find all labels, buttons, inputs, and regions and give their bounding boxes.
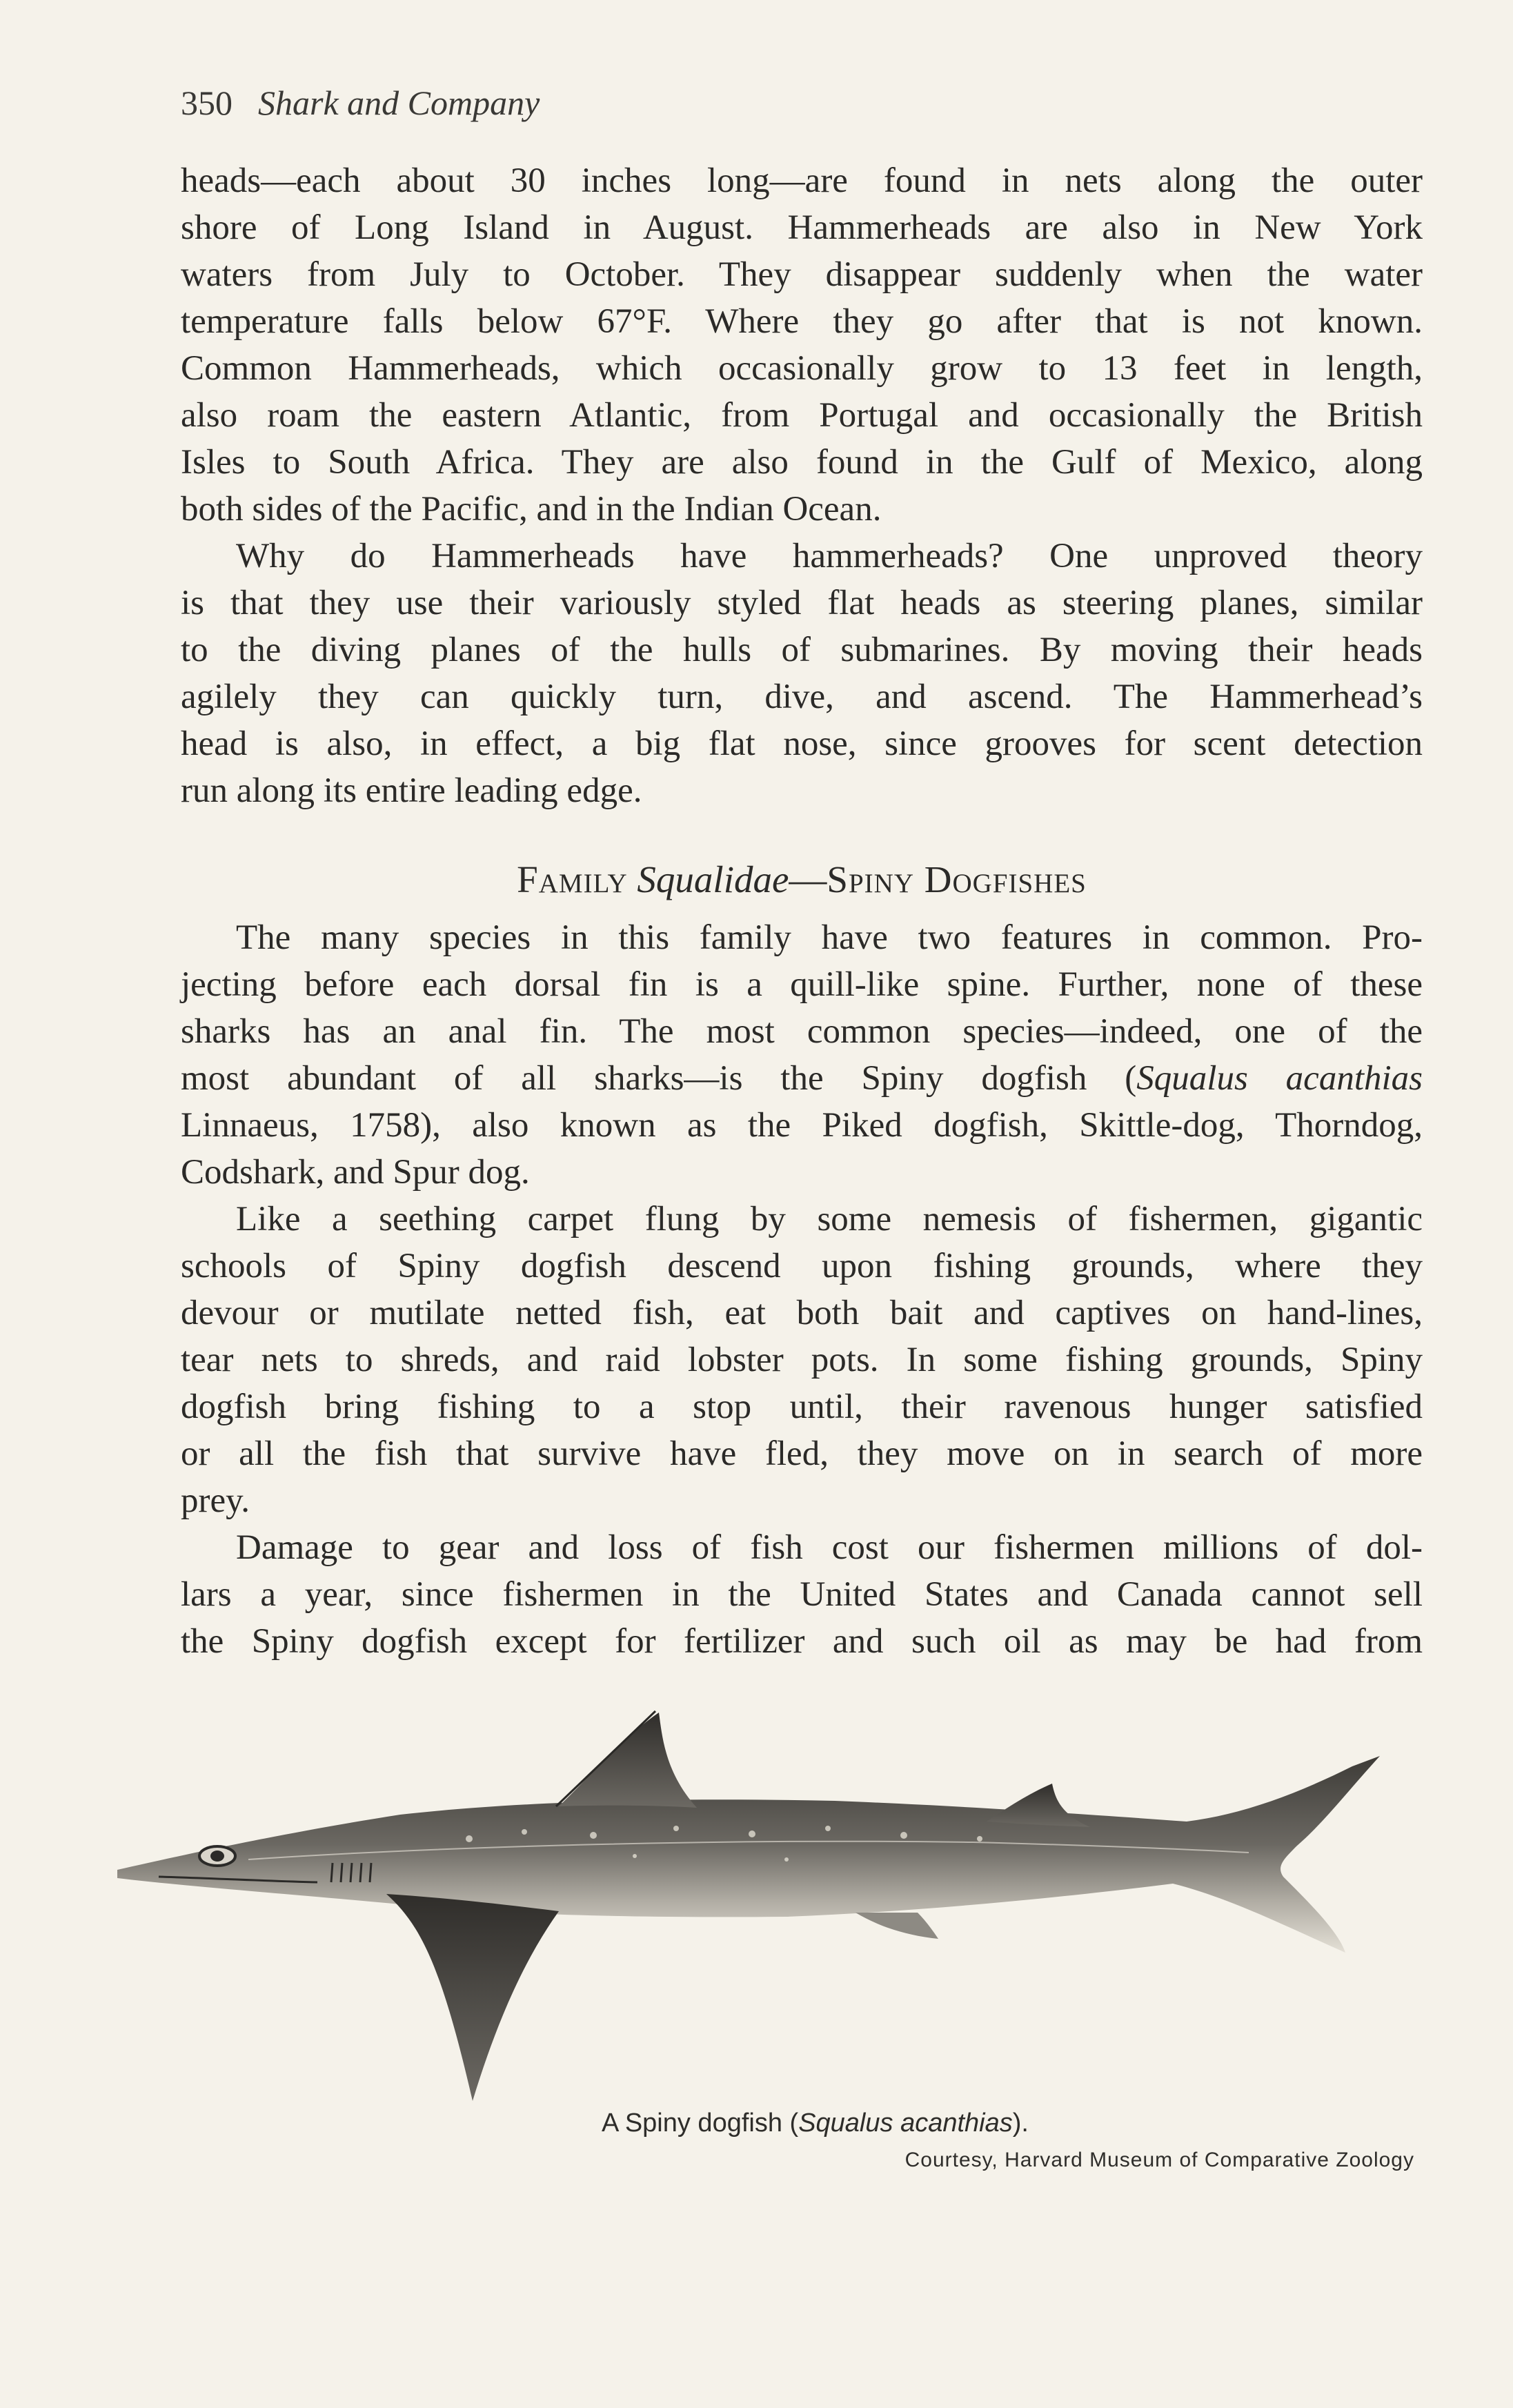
- text-line: Common Hammerheads, which occasionally grow to 13 feet in length,: [181, 349, 1423, 388]
- text-line: the Spiny dogfish except for fertilizer and such oil as may be had from: [181, 1622, 1423, 1661]
- spiny-dogfish-illustration: [110, 1697, 1476, 2111]
- text-line: sharks has an anal fin. The most common species—indeed, one of the: [181, 1012, 1423, 1051]
- caption-suffix: ).: [1012, 2109, 1029, 2138]
- shark-body: [117, 1756, 1380, 1953]
- text-line: Why do Hammerheads have hammerheads? One unproved theory: [236, 537, 1423, 575]
- text-line: also roam the eastern Atlantic, from Portugal and occasionally the British: [181, 396, 1423, 435]
- text-line: prey.: [181, 1481, 250, 1520]
- caption-prefix: A Spiny dogfish (: [602, 2109, 799, 2138]
- text-column-top: [181, 157, 1423, 814]
- heading-common-name: Spiny Dogfishes: [827, 858, 1087, 900]
- text-line: Linnaeus, 1758), also known as the Piked dogfish, Skittle-dog, Thorndog,: [181, 1106, 1423, 1145]
- first-dorsal-fin: [559, 1713, 697, 1808]
- text-line: run along its entire leading edge.: [181, 771, 642, 810]
- running-head: [181, 83, 540, 123]
- species-name: Squalus acanthias: [1136, 1059, 1423, 1098]
- text-line: dogfish bring fishing to a stop until, their ravenous hunger satisfied: [181, 1388, 1423, 1426]
- pelvic-fin: [856, 1913, 938, 1939]
- text-line: Codshark, and Spur dog.: [181, 1153, 530, 1192]
- text-line: The many species in this family have two features in common. Pro-: [236, 918, 1423, 957]
- paragraph-2: [181, 533, 1423, 814]
- text-line: tear nets to shreds, and raid lobster pots. In some fishing grounds, Spiny: [181, 1341, 1423, 1379]
- page-number: 350: [181, 83, 233, 122]
- text-line: devour or mutilate netted fish, eat both bait and captives on hand-lines,: [181, 1294, 1423, 1332]
- book-title: Shark and Company: [258, 83, 540, 122]
- heading-family-word: Family: [517, 858, 628, 900]
- paragraph-4: [181, 1196, 1423, 1524]
- paragraph-3: [181, 914, 1423, 1196]
- pectoral-fin: [386, 1894, 559, 2101]
- text-line: both sides of the Pacific, and in the Indian Ocean.: [181, 490, 882, 529]
- caption-species: Squalus acanthias: [798, 2109, 1013, 2138]
- text-line: schools of Spiny dogfish descend upon fishing grounds, where they: [181, 1247, 1423, 1285]
- text-line: or all the fish that survive have fled, they move on in search of more: [181, 1434, 1423, 1473]
- text-line: temperature falls below 67°F. Where they go after that is not known.: [181, 302, 1423, 341]
- paragraph-5: [181, 1524, 1423, 1665]
- text-line: lars a year, since fishermen in the United States and Canada cannot sell: [181, 1575, 1423, 1614]
- figure-credit: Courtesy, Harvard Museum of Comparative Zoology: [904, 2149, 1414, 2171]
- text-line: is that they use their variously styled flat heads as steering planes, similar: [181, 584, 1423, 622]
- paragraph-1: [181, 157, 1423, 533]
- pupil: [210, 1851, 224, 1862]
- text-line: shore of Long Island in August. Hammerheads are also in New York: [181, 208, 1423, 247]
- text-line: jecting before each dorsal fin is a quill-like spine. Further, none of these: [181, 965, 1423, 1004]
- text-line: heads—each about 30 inches long—are found in nets along the outer: [181, 161, 1423, 200]
- text-line: to the diving planes of the hulls of submarines. By moving their heads: [181, 631, 1423, 669]
- text-line: [181, 1055, 1423, 1102]
- text-line: agilely they can quickly turn, dive, and ascend. The Hammerhead’s: [181, 678, 1423, 716]
- text-column-bottom: [181, 914, 1423, 1665]
- line-text: most abundant of all sharks—is the Spiny dogfish (: [181, 1059, 1137, 1098]
- figure-caption: [0, 2109, 1513, 2138]
- heading-dash: —: [789, 858, 827, 900]
- text-line: Damage to gear and loss of fish cost our fishermen millions of dol-: [236, 1528, 1423, 1567]
- text-line: Isles to South Africa. They are also found in the Gulf of Mexico, along: [181, 443, 1423, 482]
- shark-drawing: [110, 1697, 1476, 2111]
- text-line: waters from July to October. They disappear suddenly when the water: [181, 255, 1423, 294]
- text-line: head is also, in effect, a big flat nose, since grooves for scent detection: [181, 724, 1423, 763]
- text-line: Like a seething carpet flung by some nemesis of fishermen, gigantic: [236, 1200, 1423, 1238]
- second-dorsal-fin: [987, 1784, 1090, 1827]
- section-heading: [181, 852, 1423, 907]
- heading-genus: Squalidae: [637, 858, 789, 900]
